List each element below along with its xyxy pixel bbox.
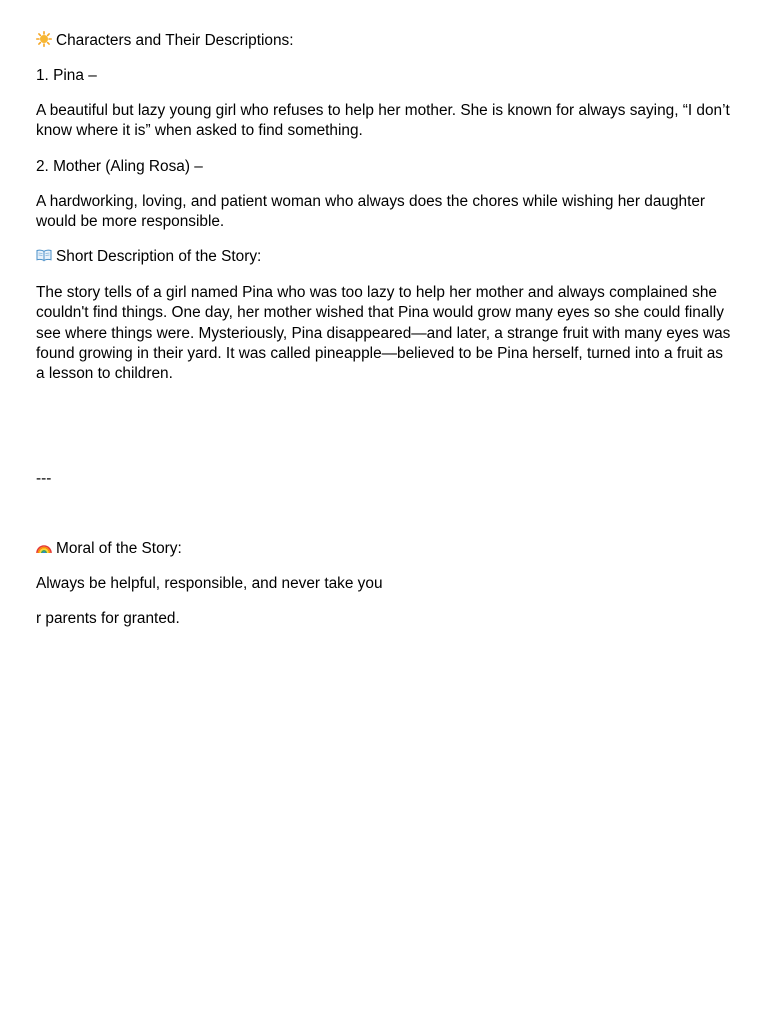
story-heading — [36, 247, 736, 267]
open-book-icon — [36, 247, 52, 263]
rainbow-icon — [36, 539, 52, 555]
character2-title: 2. Mother (Aling Rosa) – — [36, 158, 203, 175]
moral-heading-text: Moral of the Story: — [56, 540, 182, 557]
character2-description: A hardworking, loving, and patient woman who always does the chores while wishing her daughter would be more responsible. — [36, 193, 706, 231]
sun-icon — [36, 31, 52, 47]
separator: --- — [36, 470, 52, 487]
moral-line-2: r parents for granted. — [36, 610, 180, 627]
moral-heading — [36, 539, 736, 559]
characters-heading — [36, 31, 736, 51]
character1-description: A beautiful but lazy young girl who refuses to help her mother. She is known for always saying, “I don’t know where it is” when asked to find something. — [36, 102, 730, 140]
story-heading-text: Short Description of the Story: — [56, 248, 262, 265]
character1-title: 1. Pina – — [36, 67, 97, 84]
moral-line-1: Always be helpful, responsible, and never take you — [36, 575, 383, 592]
story-description: The story tells of a girl named Pina who was too lazy to help her mother and always complained she couldn't find things. One day, her mother wished that Pina would grow many eyes so she could finally see where things were. Mysteriously, Pina disappeared—and later, a strange fruit with many eyes was found growing in their yard. It was called pineapple—believed to be Pina herself, turned into a fruit as a lesson to children. — [36, 284, 731, 383]
characters-heading-text: Characters and Their Descriptions: — [56, 32, 294, 49]
